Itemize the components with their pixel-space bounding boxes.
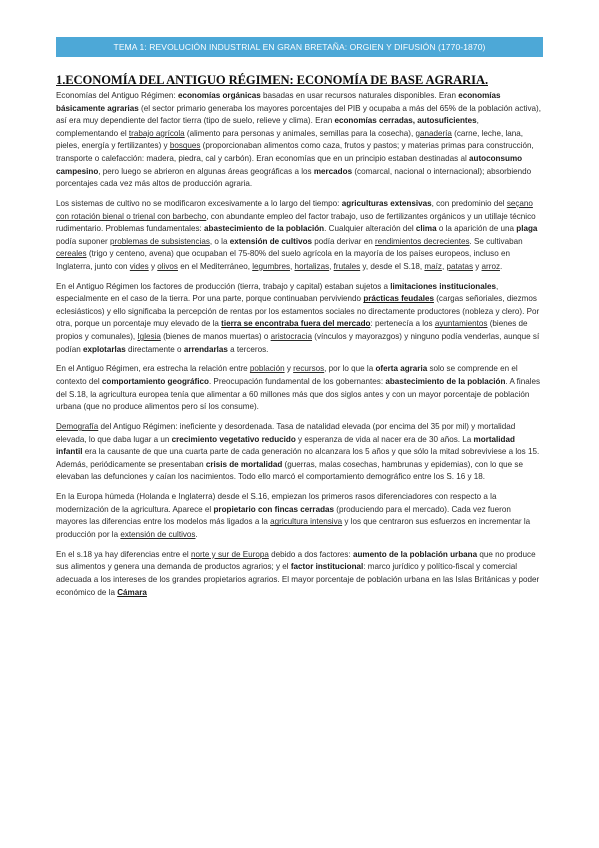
text-run: y bbox=[148, 261, 158, 271]
text-run: debido a dos factores: bbox=[268, 549, 353, 559]
underlined-term: ayuntamientos bbox=[434, 319, 488, 329]
paragraph bbox=[56, 281, 543, 357]
bold-term: mercados bbox=[313, 166, 353, 176]
text-run: (proporcionaban alimentos como caza, frutos y pastos; y materias primas para construcción, transporte o calefacción: madera, piedra, cal y carbón). Eran economías que en un principio estaban destinadas al bbox=[56, 141, 534, 163]
bold-term: extensión de cultivos bbox=[229, 236, 313, 246]
text-run: , bbox=[329, 261, 334, 271]
underlined-term: problemas de subsistencias bbox=[110, 236, 210, 246]
underlined-term: frutales bbox=[333, 261, 361, 271]
bold-term: abastecimiento de la población bbox=[204, 224, 325, 234]
underlined-term: aristocracia bbox=[270, 332, 313, 342]
bold-term: Cámara bbox=[117, 587, 147, 597]
paragraph bbox=[56, 363, 543, 413]
text-run: o la aparición de una bbox=[436, 224, 517, 234]
underlined-term: recursos bbox=[293, 364, 325, 374]
bold-term: mortalidad infantil bbox=[56, 434, 515, 457]
bold-term: plaga bbox=[516, 224, 538, 234]
bold-term: aumento de la población urbana bbox=[352, 549, 478, 559]
text-run: En el Antiguo Régimen, era estrecha la relación entre bbox=[56, 364, 250, 374]
bold-term: explotarlas bbox=[83, 344, 126, 354]
text-run: (el sector primario generaba los mayores porcentajes del PIB y ocupaba a más del 65% de la población activa), así era muy dependiente del factor tierra (tipo de suelo, relieve y clima). Eran bbox=[56, 103, 542, 126]
bold-term: oferta agraria bbox=[375, 364, 428, 374]
underlined-term: maíz bbox=[424, 261, 442, 271]
text-run: En el Antiguo Régimen los factores de producción (tierra, trabajo y capital) estaban sujetos a bbox=[56, 281, 391, 291]
text-run: Economías del Antiguo Régimen: bbox=[56, 91, 178, 100]
bold-term: autoconsumo campesino bbox=[56, 153, 523, 176]
underlined-term: trabajo agrícola bbox=[128, 128, 185, 138]
text-run: que no produce sus alimentos y genera una demanda de productos agrarios; y el bbox=[56, 549, 536, 572]
paragraph bbox=[56, 421, 543, 484]
text-run: . bbox=[195, 529, 198, 539]
text-run: (cargas señoriales, diezmos eclesiásticos) y ello significaba la percepción de rentas por los estamentos sociales no directamente productores (nobleza y clero). Por otra, porque un porcentaje muy elevado de la bbox=[56, 294, 540, 329]
underlined-term: olivos bbox=[157, 261, 178, 271]
text-run: . Cualquier alteración del bbox=[324, 224, 416, 234]
bold-term: clima bbox=[415, 224, 437, 234]
bold-term: economías cerradas, autosuficientes bbox=[334, 116, 477, 126]
text-run: (carne, leche, lana, pieles, energía y fertilizantes) y bbox=[56, 128, 524, 151]
text-run: , bbox=[290, 261, 295, 271]
text-run: directamente o bbox=[125, 344, 184, 354]
section-title: 1.ECONOMÍA DEL ANTIGUO RÉGIMEN: ECONOMÍA DE BASE AGRARIA. bbox=[56, 73, 488, 87]
text-run: (comarcal, nacional o internacional); absorbiendo porcentajes cada vez más altos de producción agraria. bbox=[56, 166, 532, 189]
bold-term: tierra se encontraba fuera del mercado bbox=[221, 319, 371, 329]
text-run: Los sistemas de cultivo no se modificaron excesivamente a lo largo del tiempo: bbox=[56, 198, 342, 208]
text-run: , con predominio del bbox=[431, 198, 507, 208]
bold-term: economías básicamente agrarias bbox=[56, 91, 501, 113]
text-run: y, desde el S.18, bbox=[360, 261, 425, 271]
text-run: (guerras, malas cosechas, hambrunas y epidemias), con lo que se elevaban las defunciones y caían los nacimientos. Todo ello marcó el comportamiento demográfico entre los S. 16 y 18. bbox=[56, 459, 523, 482]
underlined-term: extensión de cultivos bbox=[120, 529, 196, 539]
underlined-term: ganadería bbox=[415, 128, 452, 138]
bold-term: arrendarlas bbox=[183, 344, 228, 354]
text-run: , bbox=[441, 261, 447, 271]
text-run: solo se comprende en el contexto del bbox=[56, 364, 518, 387]
text-run: (bienes de manos muertas) o bbox=[160, 332, 271, 342]
text-run: basadas en usar recursos naturales disponibles. Eran bbox=[260, 91, 459, 100]
text-run: y esperanza de vida al nacer era de 30 años. La bbox=[295, 434, 474, 444]
text-run: podía suponer bbox=[56, 236, 111, 246]
text-run: , con abundante empleo del factor trabajo, uso de fertilizantes orgánicos y un utillaje técnico rudimentario. Problemas fundamentales: bbox=[56, 211, 536, 234]
text-run: , por lo que la bbox=[324, 364, 376, 374]
text-run: En la Europa húmeda (Holanda e Inglaterra) desde el S.16, empiezan los primeros rasos diferenciadores con respecto a la modernización de la agricultura. Aparece el bbox=[56, 492, 497, 514]
text-run: en el Mediterráneo, bbox=[177, 261, 253, 271]
bold-term: crisis de mortalidad bbox=[205, 459, 283, 469]
underlined-term: hortalizas bbox=[294, 261, 330, 271]
text-run: . Preocupación fundamental de los gobernantes: bbox=[208, 377, 386, 387]
topic-banner: TEMA 1: REVOLUCIÓN INDUSTRIAL EN GRAN BRETAÑA: ORGIEN Y DIFUSIÓN (1770-1870) bbox=[56, 37, 543, 57]
bold-term: abastecimiento de la población bbox=[385, 377, 506, 387]
bold-term: prácticas feudales bbox=[363, 294, 434, 304]
bold-term: economías orgánicas bbox=[177, 91, 261, 100]
underlined-term: vides bbox=[129, 261, 149, 271]
text-run: . bbox=[500, 261, 503, 271]
text-run: y bbox=[473, 261, 482, 271]
text-run: , especialmente en el caso de la tierra. Por una parte, porque continuaban perviviendo bbox=[56, 281, 499, 304]
text-run: podía derivar en bbox=[312, 236, 376, 246]
underlined-term: seçano con rotación bienal o trienal con barbecho bbox=[56, 198, 533, 221]
underlined-term: norte y sur de Europa bbox=[190, 549, 269, 559]
bold-term: propietario con fincas cerradas bbox=[213, 504, 335, 514]
text-run: (vínculos y mayorazgos) y ninguno podía venderlas, aunque sí podían bbox=[56, 332, 540, 354]
text-run: y bbox=[284, 364, 294, 374]
underlined-term: población bbox=[249, 364, 285, 374]
underlined-term: cereales bbox=[56, 249, 87, 259]
text-run: era la causante de que una cuarta parte de cada generación no alcanzara los 5 años y que sólo la mitad sobreviviese a los 15. Además, periódicamente se presentaban bbox=[56, 447, 540, 469]
text-run: En el s.18 ya hay diferencias entre el bbox=[56, 549, 191, 559]
text-run: : pertenecía a los bbox=[370, 319, 435, 329]
text-run: (produciendo para el mercado). Cada vez fueron mayores las diferencias entre los modelos más ligados a la bbox=[56, 504, 511, 527]
underlined-term: bosques bbox=[169, 141, 201, 151]
text-run: del Antiguo Régimen: ineficiente y desordenada. Tasa de natalidad elevada (por encima del 35 por mil) y mortalidad elevada, lo que daba lugar a un bbox=[56, 422, 516, 444]
underlined-term: Iglesia bbox=[137, 332, 161, 342]
underlined-term: legumbres bbox=[252, 261, 290, 271]
text-run: , pero luego se abrieron en algunas áreas geográficas a los bbox=[98, 166, 314, 176]
text-run: (alimento para personas y animales, semillas para la cosecha), bbox=[184, 128, 416, 138]
paragraph bbox=[56, 90, 543, 191]
bold-term: comportamiento geográfico bbox=[101, 377, 209, 387]
underlined-term: arroz bbox=[481, 261, 500, 271]
body-text bbox=[56, 90, 543, 606]
text-run: . Se cultivaban bbox=[469, 236, 523, 246]
text-run: a terceros. bbox=[227, 344, 269, 354]
text-run: (bienes de propios y comunales), bbox=[56, 319, 528, 342]
text-run: (trigo y centeno, avena) que ocupaban el 75-80% del suelo agrícola en la mayoría de los países europeos, incluso en Inglaterra, junto con bbox=[56, 249, 510, 271]
underlined-term: patatas bbox=[446, 261, 473, 271]
text-run: : marco jurídico y político-fiscal y comercial adecuada a los intereses de los grandes propietarios agrarios. El mayor porcentaje de población urbana en las Islas Británicas y poder económico de la bbox=[56, 562, 540, 597]
paragraph bbox=[56, 491, 543, 541]
text-run: , complementando el bbox=[56, 116, 479, 138]
text-run: y los que centraron sus esfuerzos en incrementar la producción por la bbox=[56, 517, 531, 539]
bold-term: factor institucional bbox=[290, 562, 364, 572]
paragraph bbox=[56, 549, 543, 599]
paragraph bbox=[56, 198, 543, 274]
bold-term: limitaciones institucionales bbox=[390, 281, 496, 291]
underlined-term: Demografía bbox=[56, 422, 99, 431]
underlined-term: agricultura intensiva bbox=[270, 517, 343, 527]
bold-term: crecimiento vegetativo reducido bbox=[171, 434, 296, 444]
bold-term: agriculturas extensivas bbox=[341, 198, 432, 208]
text-run: . A finales del S.18, la agricultura europea tenía que alimentar a 60 millones más que dos siglos antes y con un mayor porcentaje de población urbana (que no produce alimentos pero sí los consume). bbox=[56, 377, 541, 412]
text-run: , o la bbox=[209, 236, 230, 246]
underlined-term: rendimientos decrecientes bbox=[375, 236, 470, 246]
